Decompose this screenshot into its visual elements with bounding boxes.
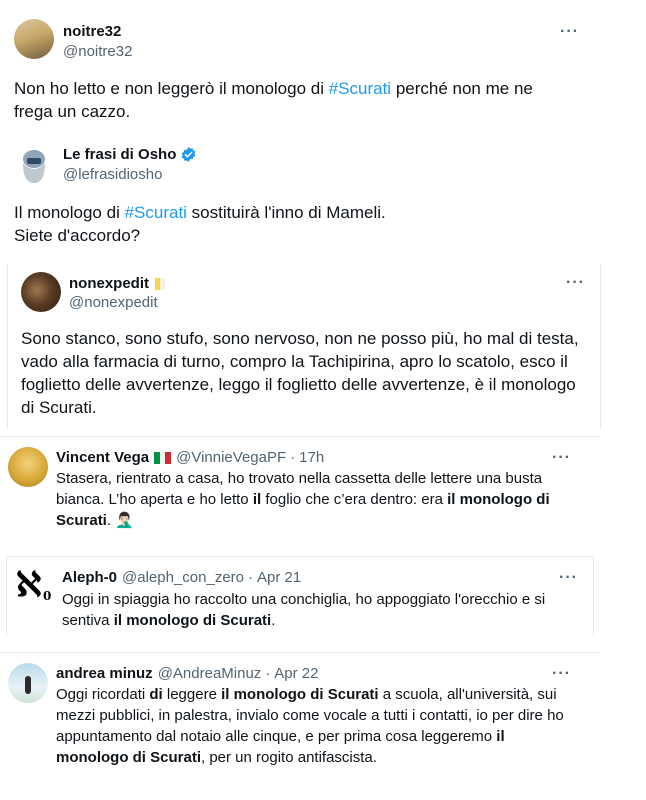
tweet-text-part: perché non me ne frega un cazzo. [14, 79, 533, 121]
timestamp[interactable]: Apr 21 [257, 569, 302, 586]
hashtag-link[interactable]: #Scurati [328, 79, 392, 98]
tweet-text [62, 589, 577, 631]
avatar[interactable] [21, 272, 61, 312]
quoted-text [14, 201, 574, 247]
divider [0, 652, 600, 653]
flag-icon [154, 452, 171, 464]
aleph-subscript: 0 [43, 589, 52, 603]
tweet-text-part: a scuola, all'università, sui mezzi pubblici, in palestra, invialo come vocale a tutti i contatti, io per dire ho appuntamento dal notaio alle cinque, e per prima cosa leggeremo [56, 686, 564, 745]
aleph-icon: ℵ [16, 565, 42, 605]
more-options-icon[interactable]: ··· [559, 569, 578, 586]
tweet-text-bold: il monologo di Scurati [56, 491, 550, 529]
card-border-left [6, 556, 7, 636]
author-handle[interactable]: @nonexpedit [69, 294, 158, 311]
tweet-header [56, 665, 319, 682]
author-name[interactable]: nonexpedit [69, 275, 150, 292]
avatar[interactable] [8, 447, 48, 487]
tweet-text [56, 468, 566, 531]
tweet-text-part: foglio che c’era dentro: era [261, 491, 448, 508]
tweet-text-part: . 🤦🏻‍♂️ [106, 512, 134, 529]
hashtag-link[interactable]: #Scurati [124, 203, 187, 222]
avatar[interactable] [14, 567, 54, 607]
card-border-right [593, 556, 594, 636]
author-handle[interactable]: @noitre32 [63, 43, 133, 60]
tweet-text-part: leggere [162, 686, 222, 703]
timestamp[interactable]: 17h [299, 449, 325, 466]
author-name[interactable]: noitre32 [63, 23, 122, 40]
tweet-text-part: Stasera, rientrato a casa, ho trovato nella cassetta delle lettere una busta bianca. L’ho aperta e ho letto [56, 470, 543, 508]
tweet-text-part: , per un rogito antifascista. [201, 749, 377, 766]
tweet-text-bold: il monologo di Scurati [113, 612, 272, 629]
card-border-top [6, 556, 594, 557]
author-name[interactable]: Vincent Vega [56, 449, 150, 466]
author-handle[interactable]: @lefrasidiosho [63, 166, 163, 183]
tweet-text-bold: il [252, 491, 262, 508]
tweet-text-part: . [271, 612, 276, 629]
card-border-right [600, 264, 601, 429]
tweet-text-part: Siete d'accordo? [14, 226, 141, 245]
tweet-text-bold: il monologo di Scurati [56, 728, 505, 766]
card-border-left [7, 264, 8, 429]
quoted-author[interactable] [63, 146, 197, 163]
avatar-figure [25, 676, 31, 694]
avatar[interactable] [14, 19, 54, 59]
author-handle[interactable]: @AndreaMinuz [157, 665, 262, 682]
more-options-icon[interactable]: ··· [552, 449, 571, 466]
avatar[interactable] [14, 145, 54, 185]
timestamp[interactable]: Apr 22 [274, 665, 319, 682]
separator-dot: · [290, 449, 296, 466]
tweet-text [56, 684, 571, 768]
tweet-text [14, 77, 574, 123]
tweet-text-part: sostituirà l'inno di Mameli. [186, 203, 386, 222]
divider [0, 436, 600, 437]
osho-portrait-icon [14, 145, 54, 185]
tweet-text-part: Non ho letto e non leggerò il monologo di [14, 79, 329, 98]
tweet-header [56, 449, 324, 466]
verified-badge-icon [180, 146, 197, 163]
avatar[interactable] [8, 663, 48, 703]
tweet-text-part: Oggi ricordati [56, 686, 150, 703]
tweet-text-bold: il monologo di Scurati [221, 686, 379, 703]
tweet-text-part: Il monologo di [14, 203, 125, 222]
author-handle[interactable]: @aleph_con_zero [122, 569, 244, 586]
flag-icon [155, 278, 165, 290]
more-options-icon[interactable]: ··· [566, 274, 585, 291]
author[interactable] [69, 275, 165, 292]
separator-dot: · [248, 569, 253, 586]
author-handle[interactable]: @VinnieVegaPF [176, 449, 287, 466]
more-options-icon[interactable]: ··· [552, 665, 571, 682]
author-name[interactable]: andrea minuz [56, 665, 153, 682]
separator-dot: · [265, 665, 271, 682]
more-options-icon[interactable]: ··· [560, 23, 579, 40]
tweet-text-bold: di [149, 686, 163, 703]
tweet-text: Sono stanco, sono stufo, sono nervoso, non ne posso più, ho mal di testa, vado alla farmacia di turno, compro la Tachipirina, apro lo scatolo, esco il foglietto delle avvertenze, leggo il foglietto delle avvertenze, è il monologo di Scurati. [21, 329, 579, 417]
tweet-text-part: Oggi in spiaggia ho raccolto una conchiglia, ho appoggiato l'orecchio e si sentiva [62, 591, 546, 629]
author-name[interactable]: Le frasi di Osho [63, 146, 177, 163]
author-name[interactable]: Aleph-0 [62, 569, 118, 586]
tweet-header [62, 569, 301, 586]
